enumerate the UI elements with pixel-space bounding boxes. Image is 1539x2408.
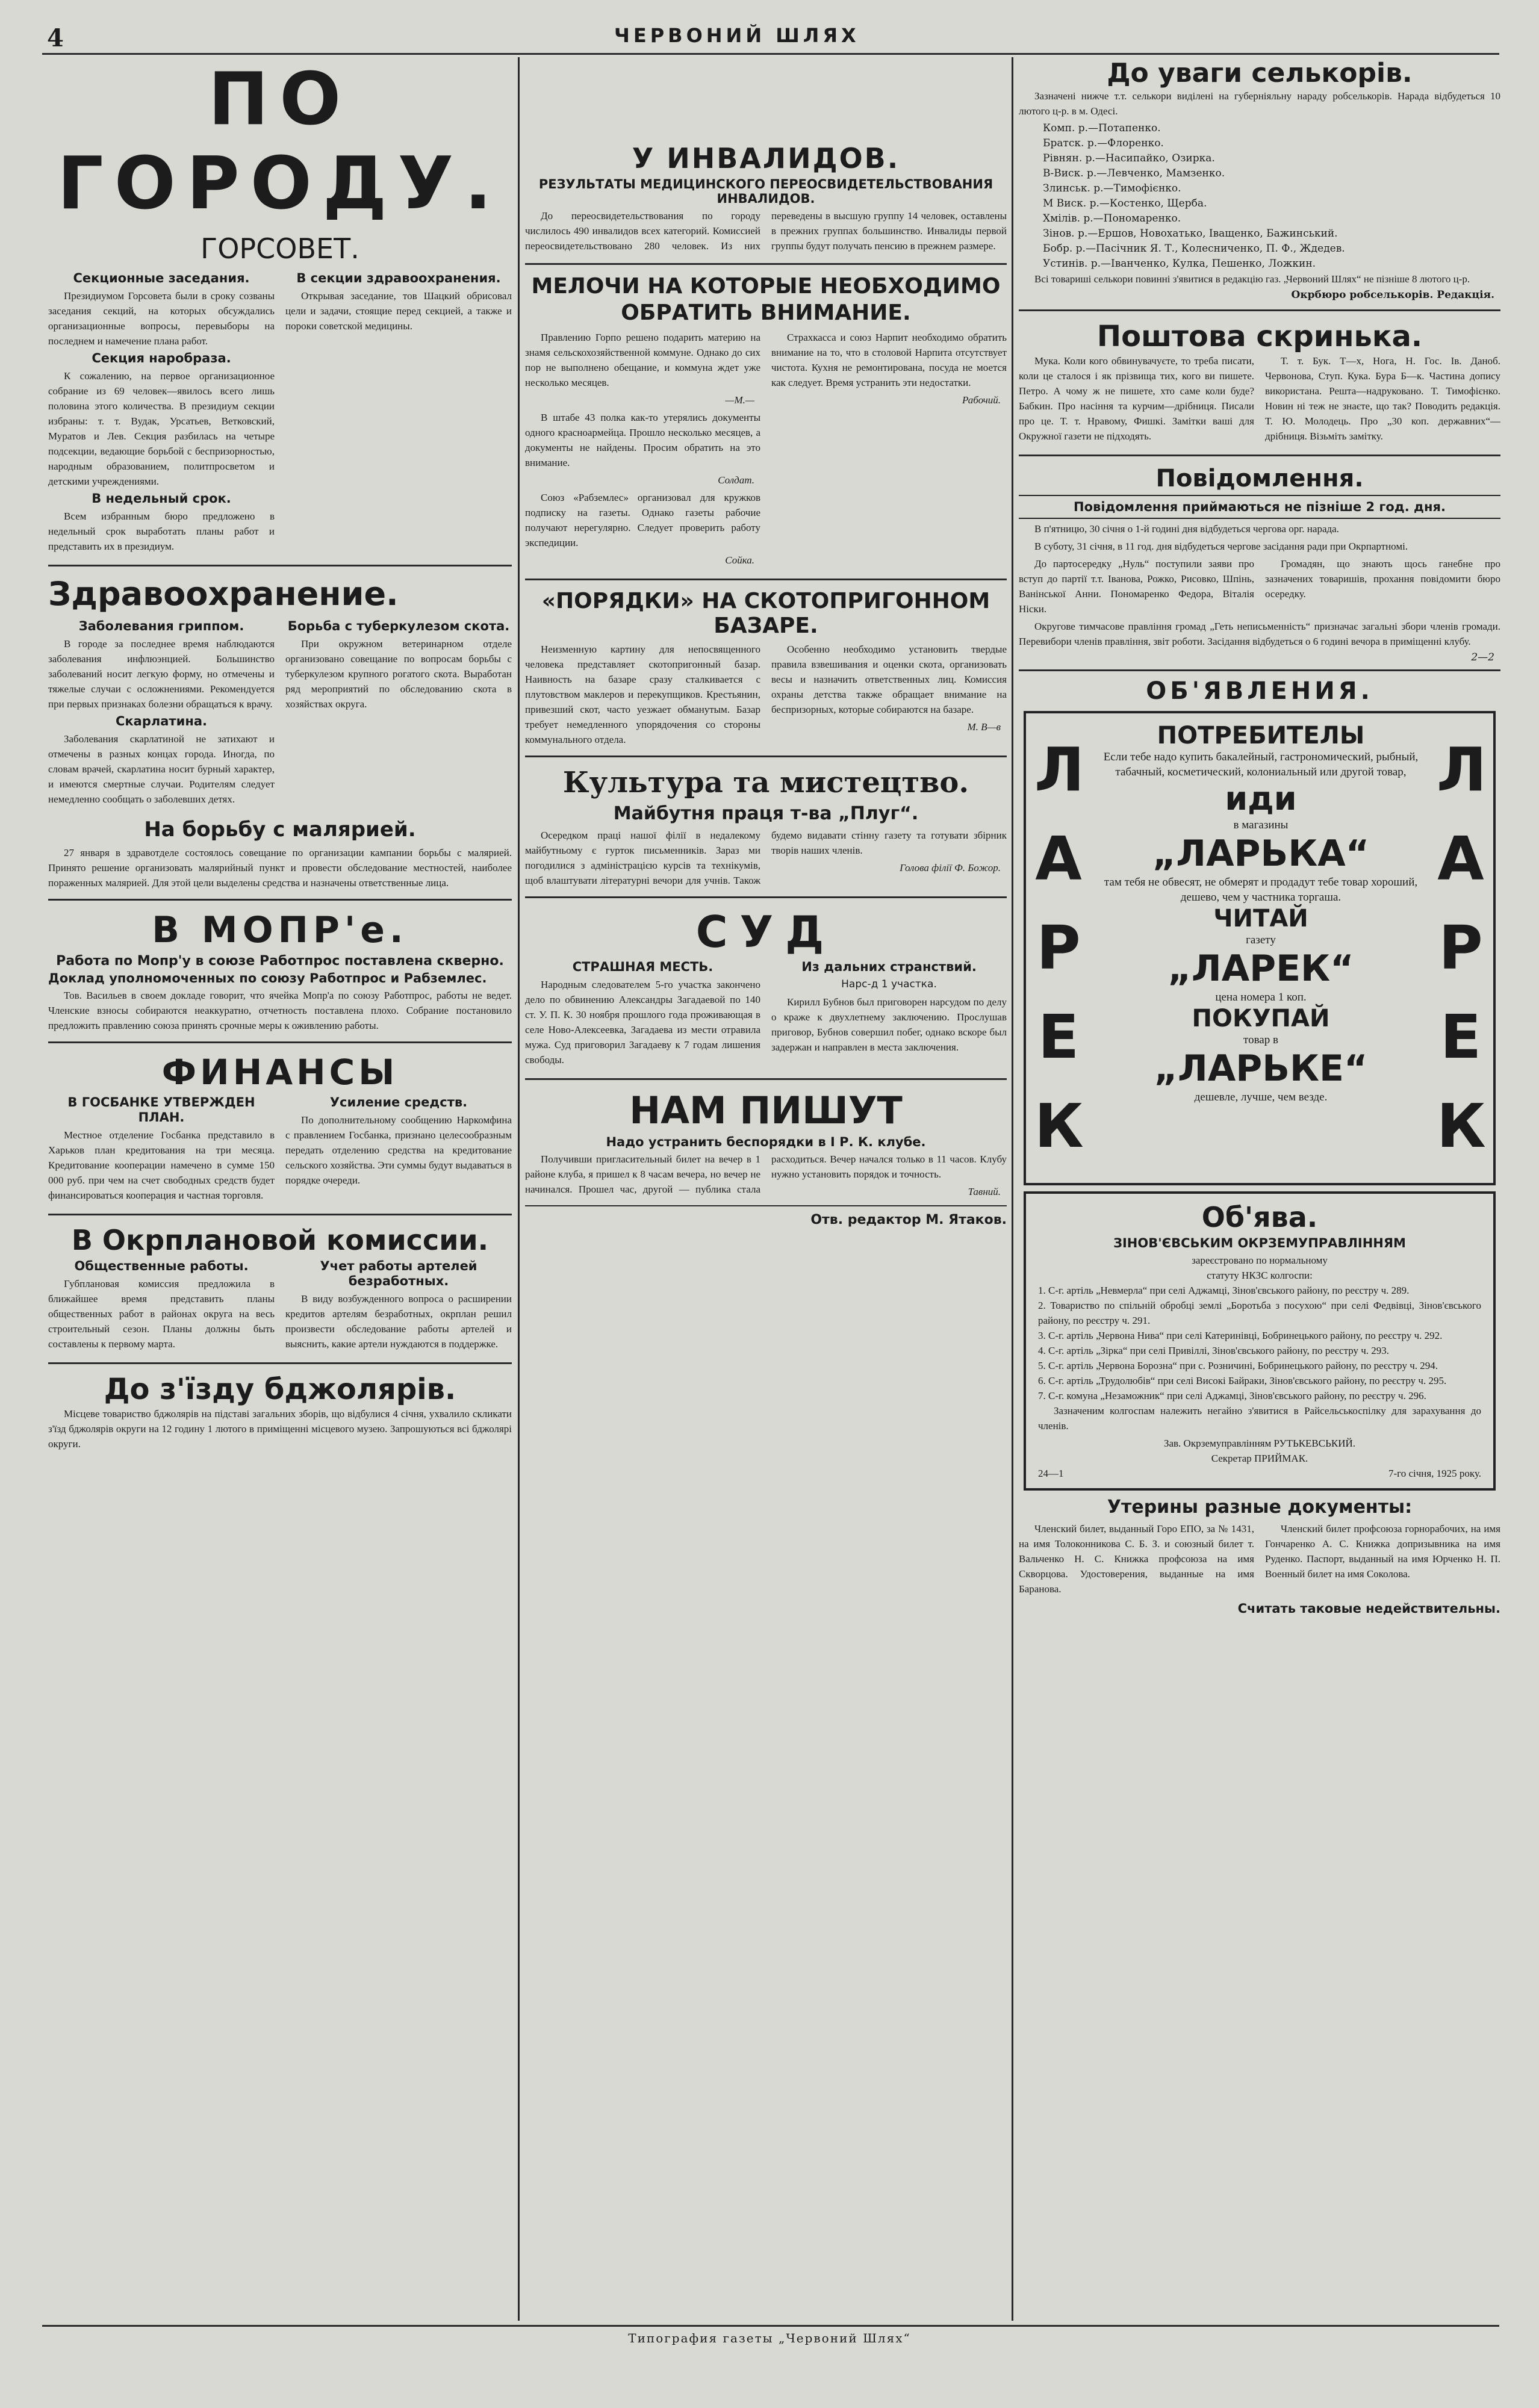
- section-title: ОБ'ЯВЛЕНИЯ.: [1146, 677, 1373, 705]
- larek-side-right: ЛАРЕК: [1437, 734, 1487, 1161]
- ad-line: „ЛАРЕК“: [1167, 948, 1354, 990]
- divider: [48, 1041, 512, 1043]
- health-columns: [48, 616, 512, 809]
- article-text: К сожалению, на первое организационное собрание из 69 человек—явилось всего лишь половина этого количества. В президиум секции избраны: т. т. Вудак, Урсатьев, Ветковский, Муратов и Лев. Секция разбилась на четыре подсекции, ведающие борьбой с беспризорностью, народным образованием, политпросветом и детскими учреждениями.: [48, 370, 275, 487]
- article-text: Страхкасса и союз Нарпит необходимо обратить внимание на то, что в столовой Нарпита отсутствует чистота. Кухня не ремонтирована, посуда не моется как следует. Время устранить эти недостатки.: [771, 332, 1007, 388]
- signature: 2—2: [1471, 651, 1494, 663]
- paragraph: Неизменную картину для непосвященного человека представляет скотопригонный базар. Наивность на базаре сразу сталкивается с плутовством маклеров и перекупщиков. Крестьянин, привезший скот, часто уезжает обманутым. Базар требует немедленного упорядочения со стороны коммунального отдела.: [525, 644, 760, 745]
- column-right: [1019, 58, 1500, 2321]
- headline: Усиление средств.: [329, 1095, 468, 1109]
- list-item: М Виск. р.—Костенко, Щерба.: [1043, 197, 1207, 209]
- divider: [48, 1214, 512, 1215]
- article-text: В штабе 43 полка как-то утерялись документы одного красноармейца. Прошло несколько месяцев, а документы не найдены. Просим обратить на это внимание.: [525, 412, 760, 468]
- selkor-list: [1019, 121, 1500, 272]
- notice-left: [1019, 556, 1254, 619]
- headline: Общественные работы.: [74, 1259, 249, 1273]
- okrplan-right: [285, 1256, 512, 1354]
- headline: РЕЗУЛЬТАТЫ МЕДИЦИНСКОГО ПЕРЕОСВИДЕТЕЛЬСТВОВАНИЯ ИНВАЛИДОВ.: [538, 177, 993, 206]
- headline: В секции здравоохранения.: [296, 271, 501, 285]
- headline: В ГОСБАНКЕ УТВЕРЖДЕН ПЛАН.: [67, 1095, 255, 1125]
- list-item: Устинів. р.—Іванченко, Кулка, Пешенко, Ложкин.: [1043, 258, 1316, 270]
- divider: [48, 1362, 512, 1364]
- section-title: Здравоохранение.: [48, 575, 399, 613]
- column-city: [48, 58, 512, 2321]
- section-title: В Окрплановой комиссии.: [71, 1224, 489, 1256]
- section-title: ГОРСОВЕТ.: [201, 232, 359, 265]
- signature: Сойка.: [725, 554, 754, 566]
- article-text: [48, 1406, 512, 1451]
- article-text: Президиумом Горсовета были в сроку созваны заседания секций, на которых обсуждались организационные вопросы, перевыборы на последнем и намечение плана работ.: [48, 290, 275, 347]
- headline: Повідомлення приймаються не пізніше 2 год. дня.: [1019, 495, 1500, 519]
- ad-line: „ЛАРЬКА“: [1152, 833, 1370, 875]
- article-text: Т. т. Бук. Т—х, Нога, Н. Гос. Ів. Даноб. Червонова, Ступ. Кука. Бура Б—к. Частина допису використана. Решта—надруковано. Т. Тимофієнко. Новин ні теж не знаєте, що так? Поводить редакція. Т. Ю. Молодець. Про „30 коп. державних“— дрібниця. Візьміть замітку.: [1265, 355, 1500, 442]
- divider: [1019, 455, 1500, 456]
- divider: [525, 579, 1007, 580]
- okrplan-columns: [48, 1256, 512, 1354]
- article-text: Открывая заседание, тов Шацкий обрисовал цели и задачи, стоящие перед секцией, а также и пороки советской медицины.: [285, 290, 512, 332]
- signature: Окрбюро робселькорів. Редакція.: [1291, 289, 1494, 301]
- column-middle: [525, 142, 1007, 2321]
- gorsovet-columns: [48, 268, 512, 556]
- section-title: Повідомлення.: [1155, 465, 1364, 492]
- ad-line: дешевле, лучше, чем везде.: [1194, 1091, 1328, 1103]
- signature: Зав. Окрземуправлінням РУТЬКЕВСЬКИЙ.: [1163, 1438, 1356, 1449]
- meloch-left: [525, 330, 760, 570]
- ad-line: товар в: [1243, 1034, 1278, 1046]
- section-title: До з'їзду бджолярів.: [104, 1373, 456, 1406]
- divider: [1019, 309, 1500, 311]
- article-text: Членский билет, выданный Горо ЕПО, за № 1431, на имя Толоконникова С. Б. З. и союзный билет т. Вальченко Н. С. Книжка профсоюза на имя Скворцова. Удостоверения, выданные на имя Баранова.: [1019, 1523, 1254, 1595]
- list-item: 3. С-г. артіль „Червона Нива“ при селі Катеринівці, Бобринецького району, по реєстру ч. 292.: [1038, 1330, 1443, 1341]
- court-right: [771, 957, 1007, 1070]
- notice-columns: [1019, 556, 1500, 619]
- article-text: При окружном ветеринарном отделе организовано совещание по вопросам борьбы с туберкулезом крупного рогатого скота. Выработан ряд мероприятий по обследованию скота в хозяйствах округа.: [285, 638, 512, 710]
- ad-line: иди: [1225, 780, 1297, 818]
- article-text: [525, 1152, 1007, 1199]
- signature: М. В—в: [967, 721, 1001, 733]
- section-title: У ИНВАЛИДОВ.: [632, 142, 900, 175]
- lost-columns: [1019, 1521, 1500, 1599]
- editor-line: Отв. редактор М. Ятаков.: [810, 1212, 1007, 1227]
- list-item: Рівнян. р.—Насипайко, Озирка.: [1043, 152, 1215, 164]
- paragraph: В суботу, 31 січня, в 11 год. дня відбудеться чергове засідання ради при Окрпартномі.: [1034, 541, 1408, 552]
- ad-line: там тебя не обвесят, не обмерят и продадут тебе товар хороший, дешево, чем у частника торгаша.: [1104, 876, 1418, 904]
- section-title: Культура та мистецтво.: [562, 766, 969, 799]
- list-item: Бобр. р.—Пасічник Я. Т., Колесниченко, П. Ф., Ждедев.: [1043, 243, 1345, 255]
- list-item: Братск. р.—Флоренко.: [1043, 137, 1164, 149]
- article-text: В городе за последнее время наблюдаются заболевания инфлюэнцией. Большинство заболеваний носит легкую форму, но отмечены и тяжелые случаи с осложнениями. Рекомендуется при первых признаках болезни обращаться к врачу.: [48, 638, 275, 710]
- subheadline: Нарс-д 1 участка.: [841, 978, 937, 990]
- divider: [525, 756, 1007, 757]
- article-text: Губплановая комиссия предложила в ближайшее время представить планы общественных работ в районах округа на весь строительный сезон. Планы должны быть составлены к первому марта.: [48, 1278, 275, 1350]
- divider: [525, 1078, 1007, 1080]
- health-right: [285, 616, 512, 809]
- headline: Учет работы артелей безработных.: [320, 1259, 477, 1288]
- announcement-title: Об'ява.: [1201, 1201, 1318, 1233]
- okrplan-left: [48, 1256, 275, 1354]
- paragraph: Осередком праці нашої філії в недалекому майбутньому є гурток письменників. Зараз ми погодилися з адміністрацією курсів та технікумів, щоб влаштувати літературні вечори для учнів. Також будемо видавати стінну газету та готувати збірник творів наших членів.: [525, 830, 1007, 886]
- headline: Майбутня праця т-ва „Плуг“.: [613, 803, 919, 824]
- divider: [525, 263, 1007, 265]
- paragraph: Получивши пригласительный билет на вечер в 1 районе клуба, я пришел к 8 часам вечера, но вечер не начинался. Прошел час, другой — публика стала расходиться. Вечер начался только в 11 часов. Клубу нужно установить порядок и точность.: [525, 1153, 1007, 1195]
- announcement-line: зареєстровано по нормальному: [1192, 1255, 1328, 1266]
- section-title: ФИНАНСЫ: [161, 1052, 399, 1093]
- divider: [1019, 669, 1500, 671]
- larek-side-left: ЛАРЕК: [1034, 734, 1085, 1161]
- list-item: 7. С-г. комуна „Незаможник“ при селі Аджамці, Зінов'євського району, по реєстру ч. 296.: [1038, 1390, 1426, 1401]
- headline: На борьбу с малярией.: [144, 818, 416, 842]
- signature: Тавний.: [968, 1186, 1001, 1197]
- mailbox-left: [1019, 353, 1254, 446]
- announcement-line: статуту НКЗС колгоспи:: [1207, 1270, 1313, 1281]
- signature: Солдат.: [718, 474, 754, 486]
- ad-line: ПОКУПАЙ: [1192, 1005, 1330, 1032]
- article-text: Мука. Коли кого обвинувачуєте, то треба писати, коли це сталося і як прізвища тих, кого ви пишете. Петро. А чому ж не пишете, хто саме коли буде? Бабкин. Про насіння та курчим—дрібниця. Писали про це. Т. т. Нравому, Фишкі. Замітки ваші для Окружної газети не підходять.: [1019, 355, 1254, 442]
- signature: Рабочий.: [962, 394, 1001, 406]
- section-title: Поштова скринька.: [1096, 320, 1423, 353]
- article-text: В виду возбужденного вопроса о расширении кредитов артелям безработных, окрплан решил произвести обследование работы артелей и выяснить, какие артели нуждаются в поддержке.: [285, 1293, 512, 1350]
- divider: [525, 896, 1007, 898]
- list-item: 2. Товариство по спільній обробці землі „Боротьба з посухою“ при селі Федвівці, Зінов'євського району, по реєстру ч. 291.: [1038, 1300, 1481, 1326]
- article-text: Заболевания скарлатиной не затихают и отмечены в разных концах города. Иногда, по словам врачей, скарлатина носит бурный характер, и имеются смертные случаи. Родителям следует немедленно сообщать о заболевших детях.: [48, 733, 275, 805]
- meloch-columns: [525, 330, 1007, 570]
- registry-announcement: [1024, 1191, 1496, 1491]
- list-item: Зінов. р.—Ершов, Новохатько, Іващенко, Бажинський.: [1043, 228, 1338, 240]
- gorsovet-right: [285, 268, 512, 556]
- header-rule: [42, 53, 1499, 55]
- paragraph: Зазначені нижче т.т. селькори виділені на губерніяльну нараду робселькорів. Нарада відбудеться 10 лютого ц-р. в м. Одесі.: [1019, 90, 1500, 117]
- list-item: 1. С-г. артіль „Невмерла“ при селі Аджамці, Зінов'євського району, по реєстру ч. 289.: [1038, 1285, 1410, 1296]
- list-item: Хмілів. р.—Пономаренко.: [1043, 213, 1181, 225]
- lost-left: [1019, 1521, 1254, 1599]
- section-title: НАМ ПИШУТ: [629, 1088, 903, 1132]
- divider: [48, 565, 512, 566]
- ad-line: „ЛАРЬКЕ“: [1154, 1047, 1368, 1090]
- ad-line: газету: [1246, 934, 1276, 946]
- mailbox-columns: [1019, 353, 1500, 446]
- headline: Заболевания гриппом.: [78, 619, 244, 633]
- finance-columns: [48, 1093, 512, 1205]
- article-text: По дополнительному сообщению Наркомфина с правлением Госбанка, признано целесообразным передать отделению средства на кредитование сельского хозяйства. Эти суммы будут выдаваться в порядке очереди.: [285, 1114, 512, 1186]
- headline: Работа по Мопр'у в союзе Работпрос поставлена скверно.: [56, 954, 504, 969]
- ad-line: ПОТРЕБИТЕЛЫ: [1157, 722, 1365, 749]
- list-item: 6. С-г. артіль „Трудолюбів“ при селі Високі Байраки, Зінов'євського району, по реєстру ч. 295.: [1038, 1375, 1447, 1386]
- headline: Из дальних странствий.: [801, 960, 977, 974]
- paragraph: Всі товариші селькори повинні з'явитися в редакцію газ. „Червоний Шлях“ не пізніше 8 лютого ц-р.: [1034, 273, 1470, 285]
- article-text: [48, 845, 512, 890]
- article-text: Народным следователем 5-го участка закончено дело по обвинению Александры Загадаевой по 140 ст. У. П. К. 30 ноября прошлого года проживающая в селе Ново-Алексеевка, Загадаева из мести отравила мужа. Суд приговорил Загадаеву к 7 годам лишения свободы.: [525, 979, 760, 1066]
- article-text: [525, 208, 1007, 255]
- ad-number: 24—1: [1038, 1468, 1064, 1479]
- mailbox-right: [1265, 353, 1500, 446]
- paragraph: Округове тимчасове правління громад „Геть неписьменність“ призначає загальні збори членів громади. Перевибори членів правління, звіт роботи. Засідання відбудеться о 6 годині вечора в приміщенні клубу.: [1019, 621, 1500, 647]
- paragraph: Особенно необходимо установить твердые правила взвешивания и оценки скота, организовать весы и назначить ответственных лиц. Комиссия охраны детства также обращает внимание на беспризорных, которые собираются на базаре.: [771, 644, 1007, 715]
- ad-line: цена номера 1 коп.: [1215, 991, 1307, 1004]
- article-text: [48, 988, 512, 1033]
- section-banner: ПО ГОРОДУ.: [57, 58, 503, 226]
- article-text: Правлению Горпо решено подарить материю на знамя сельскохозяйственной коммуне. Однако до сих пор не выполнено обещание, и коммуна ждет уже несколько месяцев.: [525, 332, 760, 388]
- column-divider: [1012, 57, 1013, 2321]
- headline: Скарлатина.: [116, 714, 207, 728]
- signature: Голова філії Ф. Божор.: [900, 862, 1001, 874]
- article-text: Членский билет профсоюза горнорабочих, на имя Гончаренко А. С. Книжка допризывника на имя Руденко. Паспорт, выданный на имя Юрченко Н. П. Военный билет на имя Соколова.: [1265, 1523, 1500, 1580]
- lost-right: [1265, 1521, 1500, 1599]
- list-item: 5. С-г. артіль „Червона Борозна“ при с. Розничині, Бобринецького району, по реєстру ч. 294.: [1038, 1360, 1438, 1371]
- headline: «ПОРЯДКИ» НА СКОТОПРИГОННОМ БАЗАРЕ.: [541, 589, 990, 638]
- headline: Надо устранить беспорядки в I Р. К. клубе.: [606, 1135, 926, 1149]
- page-number: 4: [47, 24, 64, 52]
- section-title: СУД: [695, 907, 836, 957]
- court-columns: [525, 957, 1007, 1070]
- article-text: Местное отделение Госбанка представило в Харьков план кредитования на три месяца. Кредитование кооперации намечено в сумме 150 000 руб. при чем на счет свободных средств будет финансироваться кооперация и частная торговля.: [48, 1129, 275, 1201]
- paragraph: 27 января в здравотделе состоялось совещание по организации кампании борьбы с малярией. Принято решение организовать малярийный пункт и провести обследование местностей, наиболее пораженных малярией. Для этой цели выделены средства и назначены ответственные лица.: [48, 847, 512, 889]
- gorsovet-left: [48, 268, 275, 556]
- article-text: Всем избранным бюро предложено в недельный срок выработать планы работ и представить их в президиум.: [48, 510, 275, 552]
- announcement-date: 7-го січня, 1925 року.: [1388, 1468, 1481, 1479]
- announcement-line: ЗІНОВ'ЄВСЬКИМ ОКРЗЕМУПРАВЛІННЯМ: [1113, 1236, 1406, 1250]
- announcement-footer: [1038, 1466, 1481, 1481]
- list-item: Злинськ. р.—Тимофієнко.: [1043, 182, 1181, 194]
- column-divider: [518, 57, 520, 2321]
- headline: Секция наробраза.: [92, 351, 231, 365]
- paragraph: Зазначеним колгоспам належить негайно з'явитися в Райсельськоспілку для зарахування до членів.: [1038, 1405, 1481, 1432]
- finance-left: [48, 1093, 275, 1205]
- headline: В недельный срок.: [92, 491, 231, 506]
- ad-line: Если тебе надо купить бакалейный, гастрономический, рыбный, табачный, косметический, колониальный или другой товар,: [1103, 751, 1419, 778]
- larek-advertisement: [1024, 711, 1496, 1185]
- larek-center: [1098, 722, 1423, 1105]
- divider: [525, 1205, 1007, 1206]
- list-item: Комп. р.—Потапенко.: [1043, 122, 1161, 134]
- article-text: [1019, 521, 1500, 554]
- headline: МЕЛОЧИ НА КОТОРЫЕ НЕОБХОДИМО ОБРАТИТЬ ВНИМАНИЕ.: [531, 274, 1001, 325]
- list-item: 4. С-г. артіль „Зірка“ при селі Привіллі, Зінов'євського району, по реєстру ч. 293.: [1038, 1345, 1390, 1356]
- article-text: [1038, 1403, 1481, 1433]
- section-title: В МОПР'е.: [152, 909, 408, 951]
- signature: —М.—: [725, 394, 754, 406]
- signature: Секретар ПРИЙМАК.: [1211, 1453, 1308, 1464]
- finance-right: [285, 1093, 512, 1205]
- health-left: [48, 616, 275, 809]
- court-left: [525, 957, 760, 1070]
- article-text: Кирилл Бубнов был приговорен нарсудом по делу о краже к двухлетнему заключению. Прослушав приговор, Бубнов совершил побег, однако вскоре был задержан и направлен в места заключения.: [771, 996, 1007, 1053]
- meloch-right: [771, 330, 1007, 570]
- article-text: Союз «Рабземлес» организовал для кружков подписку на газеты. Однако газеты рабочие получают нерегулярно. Следует проверить работу экспедиции.: [525, 492, 760, 548]
- paragraph: Місцеве товариство бджолярів на підставі загальних зборів, що відбулися 4 січня, ухвалило скликати з'їзд бджолярів округи на 12 годину 1 лютого в приміщенні місцевого музею. Запрошуються всі бджолярі округи.: [48, 1408, 512, 1450]
- headline: Утерины разные документы:: [1107, 1497, 1413, 1518]
- headline: Считать таковые недействительны.: [1237, 1601, 1500, 1616]
- ad-line: в магазины: [1233, 819, 1289, 831]
- paragraph: В п'ятницю, 30 січня о 1-й годині дня відбудеться чергова орг. нарада.: [1034, 523, 1339, 535]
- notice-right: [1265, 556, 1500, 619]
- footer-rule: [42, 2325, 1499, 2327]
- printer-line: Типография газеты „Червоний Шлях“: [628, 2331, 911, 2345]
- headline: Секционные заседания.: [73, 271, 250, 285]
- article-text: [1019, 619, 1500, 649]
- article-text: Громадян, що знають щось ганебне про зазначених товаришів, прохання повідомити бюро осередку.: [1265, 558, 1500, 600]
- paragraph: До переосвидетельствования по городу числилось 490 инвалидов всех категорий. Комиссией переосвидетельствовано 280 человек. Из них переведены в высшую группу 14 человек, оставлены в прежних группах большинство. Инвалиды первой группы будут получать пенсию в прежнем размере.: [525, 210, 1007, 252]
- headline: Доклад уполномоченных по союзу Работпрос и Рабземлес.: [48, 971, 487, 985]
- headline: Борьба с туберкулезом скота.: [287, 619, 510, 633]
- article-text: [525, 828, 1007, 888]
- article-text: [1019, 88, 1500, 119]
- section-title: До уваги селькорів.: [1107, 58, 1413, 88]
- paragraph: Тов. Васильев в своем докладе говорит, что ячейка Мопр'а по союзу Работпрос, работы не ведет. Членские взносы собираются неаккуратно, отчетность поставлена плохо. Собрание постановило предложить правлению союза принять срочные меры к оживлению работы.: [48, 990, 512, 1031]
- registry-list: [1038, 1283, 1481, 1403]
- headline: СТРАШНАЯ МЕСТЬ.: [572, 960, 714, 974]
- ad-line: ЧИТАЙ: [1213, 905, 1308, 932]
- divider: [48, 899, 512, 901]
- article-text: [1019, 272, 1500, 287]
- list-item: В-Виск. р.—Левченко, Мамзенко.: [1043, 167, 1225, 179]
- article-text: [525, 642, 1007, 747]
- article-text: До партосередку „Нуль“ поступили заяви про вступ до партії т.т. Іванова, Рожко, Рисовко, Шпінь, Ванінської Анни. Пономаренко Федора, Віталія Ніски.: [1019, 558, 1254, 615]
- masthead: ЧЕРВОНИЙ ШЛЯХ: [614, 24, 860, 47]
